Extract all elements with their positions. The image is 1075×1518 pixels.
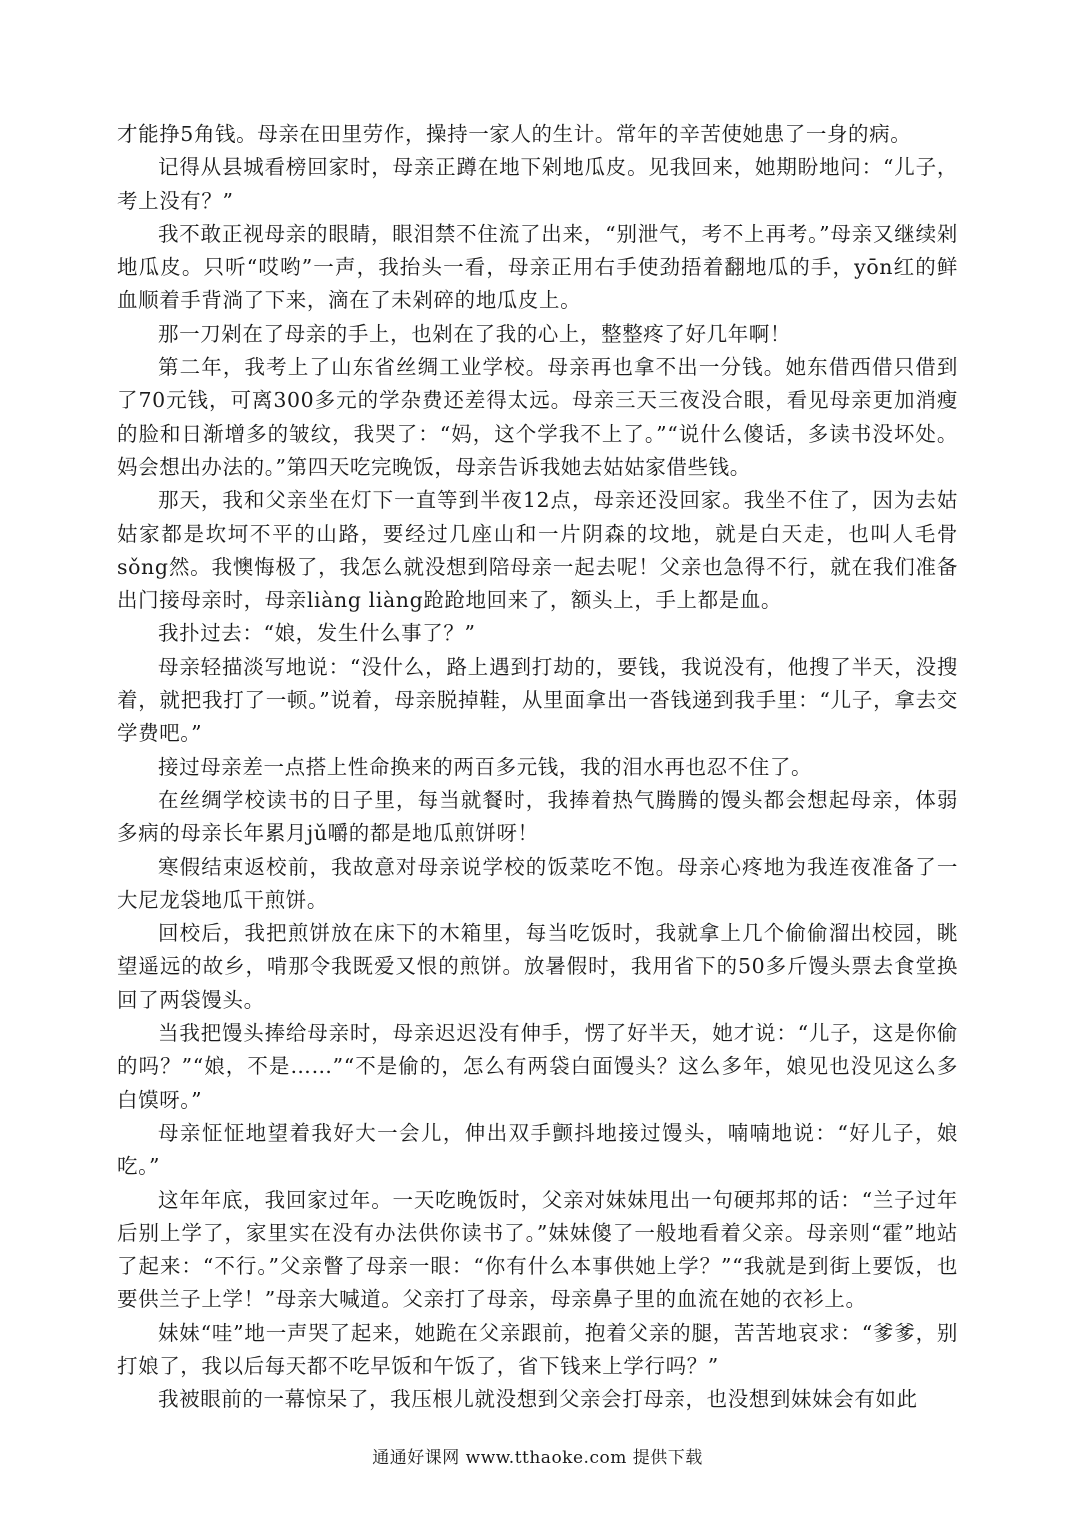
body-text: [117, 118, 958, 1417]
paragraph: 母亲轻描淡写地说：“没什么，路上遇到打劫的，要钱，我说没有，他搜了半天，没搜着，就把我打了一顿。”说着，母亲脱掉鞋，从里面拿出一沓钱递到我手里：“儿子，拿去交学费吧。”: [117, 654, 958, 746]
paragraph: 记得从县城看榜回家时，母亲正蹲在地下剁地瓜皮。见我回来，她期盼地问：“儿子，考上没有？”: [117, 155, 958, 213]
paragraph: 第二年，我考上了山东省丝绸工业学校。母亲再也拿不出一分钱。她东借西借只借到了70元钱，可离300多元的学杂费还差得太远。母亲三天三夜没合眼，看见母亲更加消瘦的脸和日渐增多的皱纹，我哭了：“妈，这个学我不上了。”“说什么傻话，多读书没坏处。妈会想出办法的。”第四天吃完晚饭，母亲告诉我她去姑姑家借些钱。: [117, 355, 958, 479]
paragraph: 妹妹“哇”地一声哭了起来，她跪在父亲跟前，抱着父亲的腿，苦苦地哀求：“爹爹，别打娘了，我以后每天都不吃早饭和午饭了，省下钱来上学行吗？”: [117, 1320, 958, 1378]
paragraph: 我被眼前的一幕惊呆了，我压根儿就没想到父亲会打母亲，也没想到妹妹会有如此: [158, 1387, 918, 1412]
paragraph: 这年年底，我回家过年。一天吃晚饭时，父亲对妹妹甩出一句硬邦邦的话：“兰子过年后别上学了，家里实在没有办法供你读书了。”妹妹傻了一般地看着父亲。母亲则“霍”地站了起来：“不行。”父亲瞥了母亲一眼：“你有什么本事供她上学？”“我就是到街上要饭，也要供兰子上学！”母亲大喊道。父亲打了母亲，母亲鼻子里的血流在她的衣衫上。: [117, 1187, 958, 1312]
paragraph: 那天，我和父亲坐在灯下一直等到半夜12点，母亲还没回家。我坐不住了，因为去姑姑家都是坎坷不平的山路，要经过几座山和一片阴森的坟地，就是白天走，也叫人毛骨sǒng然。我懊悔极了，我怎么就没想到陪母亲一起去呢！父亲也急得不行，就在我们准备出门接母亲时，母亲liàng liàng跄跄地回来了，额头上，手上都是血。: [117, 488, 958, 613]
paragraph: 在丝绸学校读书的日子里，每当就餐时，我捧着热气腾腾的馒头都会想起母亲，体弱多病的母亲长年累月jǔ嚼的都是地瓜煎饼呀！: [117, 787, 958, 846]
paragraph: 回校后，我把煎饼放在床下的木箱里，每当吃饭时，我就拿上几个偷偷溜出校园，眺望遥远的故乡，啃那令我既爱又恨的煎饼。放暑假时，我用省下的50多斤馒头票去食堂换回了两袋馒头。: [117, 921, 958, 1012]
paragraph: 我不敢正视母亲的眼睛，眼泪禁不住流了出来，“别泄气，考不上再考。”母亲又继续剁地瓜皮。只听“哎哟”一声，我抬头一看，母亲正用右手使劲捂着翻地瓜的手，yōn红的鲜血顺着手背淌了下来，滴在了未剁碎的地瓜皮上。: [117, 221, 958, 313]
paragraph: 接过母亲差一点搭上性命换来的两百多元钱，我的泪水再也忍不住了。: [158, 754, 813, 779]
paragraph: 当我把馒头捧给母亲时，母亲迟迟没有伸手，愣了好半天，她才说：“儿子，这是你偷的吗？”“娘，不是……”“不是偷的，怎么有两袋白面馒头？这么多年，娘见也没见这么多白馍呀。”: [117, 1021, 958, 1112]
paragraph: 那一刀剁在了母亲的手上，也剁在了我的心上，整整疼了好几年啊！: [158, 321, 791, 346]
footer-source-line: 通通好课网 www.tthaoke.com 提供下载: [372, 1448, 703, 1468]
paragraph: 我扑过去：“娘，发生什么事了？”: [158, 621, 476, 646]
paragraph: 母亲怔怔地望着我好大一会儿，伸出双手颤抖地接过馒头，喃喃地说：“好儿子，娘吃。”: [117, 1120, 958, 1179]
paragraph: 寒假结束返校前，我故意对母亲说学校的饭菜吃不饱。母亲心疼地为我连夜准备了一大尼龙袋地瓜干煎饼。: [117, 854, 958, 912]
paragraph: 才能挣5角钱。母亲在田里劳作，操持一家人的生计。常年的辛苦使她患了一身的病。: [117, 122, 912, 146]
